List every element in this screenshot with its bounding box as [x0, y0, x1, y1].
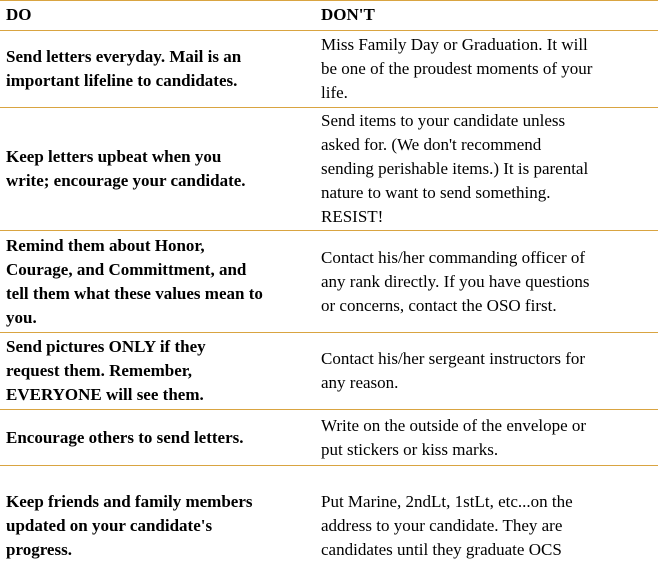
dont-cell [321, 108, 651, 230]
do-cell [6, 231, 312, 332]
top-rule [0, 0, 658, 1]
do-text: Send pictures ONLY if they request them. Remember, EVERYONE will see them. [6, 337, 206, 404]
dont-text: Contact his/her commanding officer of any rank directly. If you have questions or concerns, contact the OSO first. [321, 247, 590, 315]
dont-column-header: DON'T [321, 5, 375, 24]
do-text: Keep letters upbeat when you write; encourage your candidate. [6, 147, 246, 190]
dont-text: Miss Family Day or Graduation. It will be one of the proudest moments of your life. [321, 35, 593, 102]
dont-cell [321, 410, 651, 465]
dont-text: Send items to your candidate unless asked for. (We don't recommend sending perishable items.) It is parental nature to want to send something. RESIST! [321, 111, 589, 226]
dont-cell [321, 486, 651, 566]
do-text: Send letters everyday. Mail is an important lifeline to candidates. [6, 47, 242, 90]
dont-text: Contact his/her sergeant instructors for any reason. [321, 349, 586, 392]
do-text: Keep friends and family members updated on your candidate's progress. [6, 492, 253, 559]
do-cell [6, 108, 312, 230]
dont-text: Write on the outside of the envelope or put stickers or kiss marks. [321, 415, 587, 459]
do-column-header: DO [6, 5, 32, 24]
do-cell [6, 333, 312, 409]
do-cell [6, 31, 312, 107]
do-cell [6, 410, 312, 465]
do-cell [6, 486, 312, 566]
row-divider [0, 465, 658, 466]
dont-cell [321, 231, 651, 332]
do-text: Remind them about Honor, Courage, and Committment, and tell them what these values mean to you. [6, 235, 263, 327]
do-text: Encourage others to send letters. [6, 427, 244, 447]
dont-cell [321, 31, 651, 107]
dont-text: Put Marine, 2ndLt, 1stLt, etc...on the address to your candidate. They are candidates until they graduate OCS [321, 492, 573, 559]
dont-cell [321, 333, 651, 409]
